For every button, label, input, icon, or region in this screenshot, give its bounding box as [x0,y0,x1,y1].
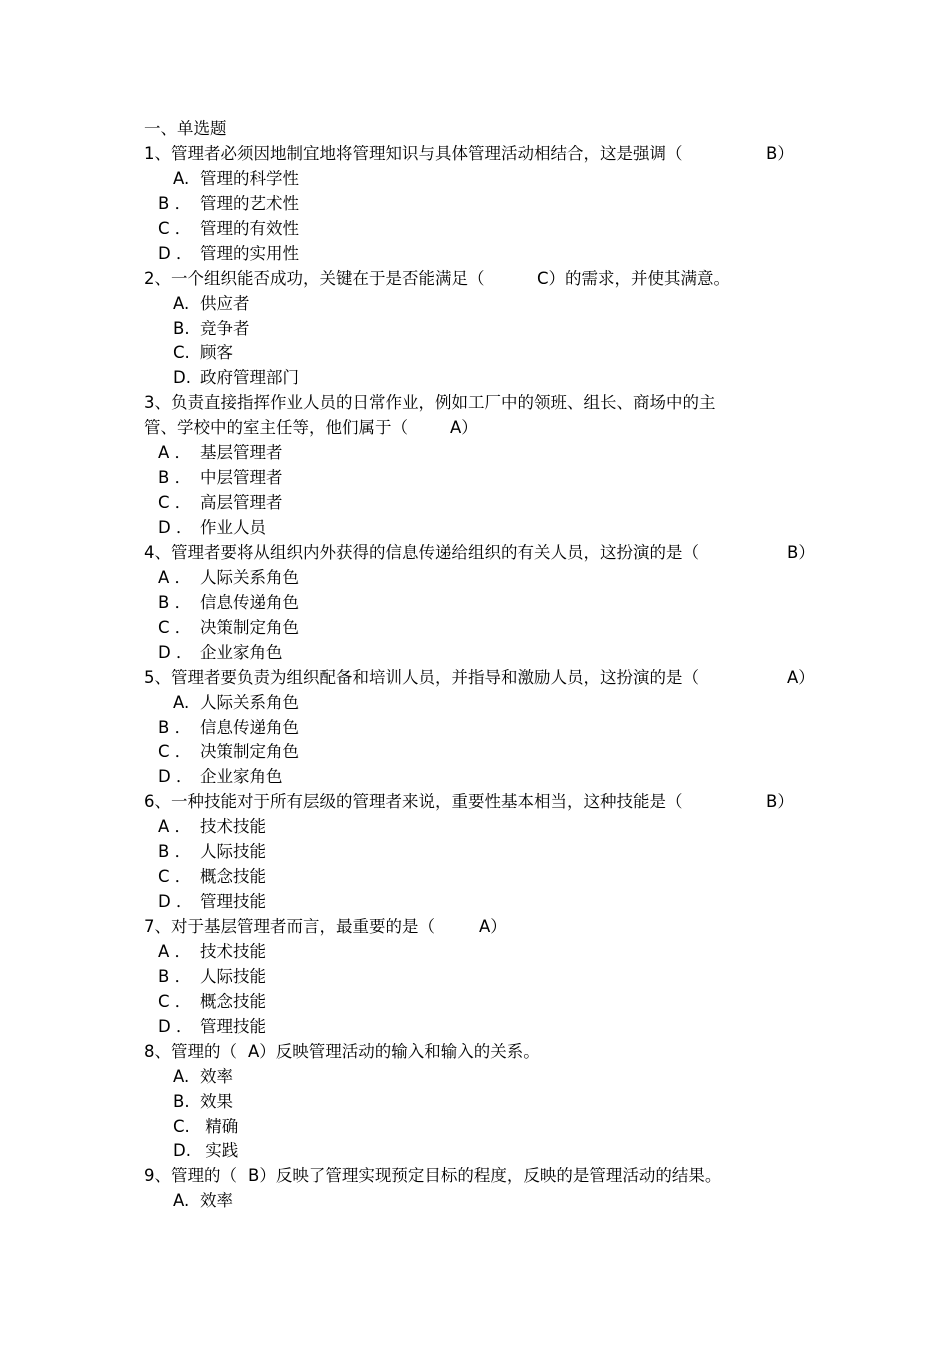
option-text: 技术技能 [200,941,266,961]
question-text: 1、管理者必须因地制宜地将管理知识与具体管理活动相结合，这是强调（ [144,143,683,163]
answer-text: A） [787,667,815,687]
answer-text: B）反映了管理实现预定目标的程度，反映的是管理活动的结果。 [248,1166,722,1186]
option-letter: A ． [158,941,192,961]
option-item [144,441,824,466]
option-letter: C ． [158,742,192,762]
option-item [144,491,824,516]
option-letter: B ． [158,468,192,488]
question-7 [144,915,824,1040]
option-item [144,317,824,342]
option-letter: D ． [158,767,193,787]
option-letter: D ． [158,1016,193,1036]
option-text: 竞争者 [200,318,250,338]
option-item [144,1065,824,1090]
option-text: 顾客 [200,343,233,363]
question-text: 4、管理者要将从组织内外获得的信息传递给组织的有关人员，这扮演的是（ [144,542,699,562]
option-item [144,192,824,217]
question-list [144,117,824,1214]
option-item [144,641,824,666]
option-item [144,566,824,591]
option-letter: A. [173,293,190,313]
option-text: 概念技能 [200,991,266,1011]
option-letter: D ． [158,892,193,912]
option-letter: C ． [158,617,192,637]
option-text: 概念技能 [200,867,266,887]
option-item [144,716,824,741]
option-text: 管理技能 [200,892,266,912]
question-stem [144,142,824,167]
option-text: 人际技能 [200,842,266,862]
option-letter: C. [173,1116,190,1136]
option-text: 政府管理部门 [200,368,299,388]
option-item [144,1015,824,1040]
question-5 [144,666,824,791]
option-text: 管理的艺术性 [200,193,299,213]
option-item [144,242,824,267]
option-item [144,740,824,765]
option-letter: B ． [158,592,192,612]
question-stem [144,541,824,566]
option-text: 企业家角色 [200,767,283,787]
option-text: 管理技能 [200,1016,266,1036]
option-text: 供应者 [200,293,250,313]
option-item [144,1139,824,1164]
option-item [144,466,824,491]
option-letter: B. [173,318,190,338]
option-letter: B. [173,1091,190,1111]
option-text: 基层管理者 [200,443,283,463]
answer-text: C）的需求，并使其满意。 [537,268,731,288]
option-letter: A ． [158,817,192,837]
option-item [144,1090,824,1115]
answer-text: A）反映管理活动的输入和输入的关系。 [248,1041,540,1061]
question-2 [144,267,824,392]
option-text: 效率 [200,1191,233,1211]
option-text: 管理的实用性 [200,243,299,263]
option-item [144,1189,824,1214]
option-letter: D. [173,1141,191,1161]
option-letter: C ． [158,991,192,1011]
option-text: 信息传递角色 [200,592,299,612]
option-letter: D ． [158,243,193,263]
answer-text: B） [766,792,794,812]
option-letter: A. [173,692,190,712]
option-text: 精确 [200,1116,239,1136]
question-text: 2、一个组织能否成功，关键在于是否能满足（ [144,268,485,288]
option-letter: C ． [158,867,192,887]
option-letter: B ． [158,193,192,213]
option-item [144,765,824,790]
option-text: 信息传递角色 [200,717,299,737]
option-text: 决策制定角色 [200,742,299,762]
option-text: 中层管理者 [200,468,283,488]
option-text: 人际技能 [200,966,266,986]
option-letter: A ． [158,443,192,463]
question-1 [144,142,824,267]
section-title: 一、单选题 [144,119,227,138]
option-text: 效果 [200,1091,233,1111]
option-text: 技术技能 [200,817,266,837]
answer-text: A） [479,917,507,936]
question-stem [144,1164,824,1189]
option-item [144,940,824,965]
option-letter: B ． [158,717,192,737]
option-text: 高层管理者 [200,493,283,513]
question-3 [144,391,824,541]
option-item [144,990,824,1015]
question-stem [144,915,824,940]
question-text: 管、学校中的室主任等，他们属于（ [144,418,408,438]
question-text: 6、一种技能对于所有层级的管理者来说，重要性基本相当，这种技能是（ [144,792,683,812]
option-item [144,815,824,840]
option-item [144,167,824,192]
option-item [144,292,824,317]
question-6 [144,790,824,915]
question-8 [144,1040,824,1165]
option-letter: D ． [158,518,193,537]
option-text: 企业家角色 [200,642,283,662]
option-item [144,865,824,890]
question-text: 5、管理者要负责为组织配备和培训人员，并指导和激励人员，这扮演的是（ [144,667,699,687]
question-stem [144,416,824,441]
option-letter: D. [173,368,191,388]
option-text: 人际关系角色 [200,567,299,587]
option-letter: C ． [158,218,192,238]
question-9 [144,1164,824,1214]
option-letter: B ． [158,966,192,986]
question-4 [144,541,824,666]
option-item [144,965,824,990]
option-text: 实践 [200,1141,239,1161]
option-letter: C. [173,343,190,363]
option-item [144,217,824,242]
question-stem [144,790,824,815]
question-stem: 3、负责直接指挥作业人员的日常作业，例如工厂中的领班、组长、商场中的主 [144,393,716,413]
option-item [144,366,824,391]
option-item [144,1115,824,1140]
question-text: 9、管理的（ [144,1166,237,1186]
option-letter: A ． [158,567,192,587]
option-text: 效率 [200,1066,233,1086]
option-letter: D ． [158,642,193,662]
option-item [144,691,824,716]
option-item [144,516,824,541]
option-letter: A. [173,1191,190,1211]
option-item [144,341,824,366]
option-letter: C ． [158,493,192,513]
option-item [144,890,824,915]
answer-text: A） [450,418,478,438]
question-text: 7、对于基层管理者而言，最重要的是（ [144,917,435,936]
question-text: 8、管理的（ [144,1041,237,1061]
option-text: 人际关系角色 [200,692,299,712]
option-text: 决策制定角色 [200,617,299,637]
answer-text: B） [766,143,794,163]
option-letter: B ． [158,842,192,862]
question-stem [144,267,824,292]
option-letter: A. [173,1066,190,1086]
option-item [144,840,824,865]
option-item [144,616,824,641]
answer-text: B） [787,542,815,562]
option-text: 管理的科学性 [200,168,299,188]
option-item [144,591,824,616]
option-letter: A. [173,168,190,188]
option-text: 作业人员 [200,518,266,537]
question-stem [144,666,824,691]
option-text: 管理的有效性 [200,218,299,238]
question-stem [144,1040,824,1065]
